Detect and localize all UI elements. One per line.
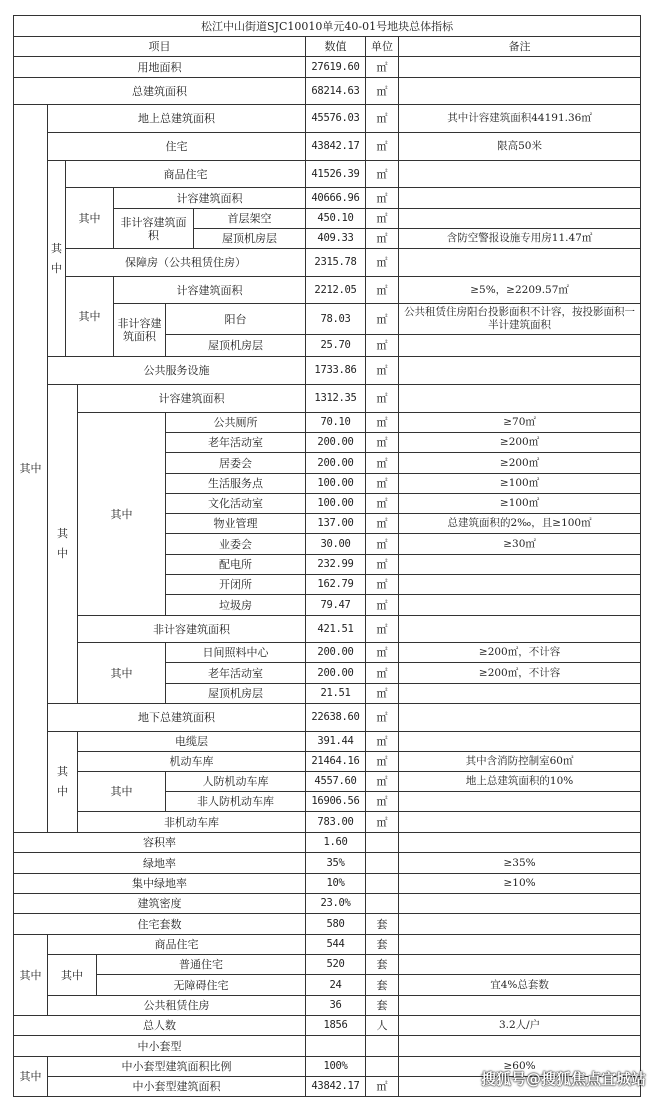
item-note (399, 704, 641, 732)
item-label: 电缆层 (78, 732, 306, 752)
table-row (14, 955, 641, 975)
table-row (14, 996, 641, 1016)
item-label: 公共租赁住房 (48, 996, 306, 1016)
item-unit: ㎡ (366, 616, 399, 643)
group-label-of-which: 其中 (78, 772, 166, 812)
item-label: 商品住宅 (48, 935, 306, 955)
item-note (399, 1036, 641, 1057)
item-note: 公共租赁住房阳台投影面积不计容，按投影面积一半计建筑面积 (399, 304, 641, 335)
header-note: 备注 (399, 37, 641, 57)
item-value: 1856 (306, 1016, 366, 1036)
item-label: 集中绿地率 (14, 874, 306, 894)
item-label: 老年活动室 (166, 663, 306, 684)
item-label: 普通住宅 (97, 955, 306, 975)
item-value: 41526.39 (306, 161, 366, 188)
item-label: 公共服务设施 (48, 357, 306, 385)
item-unit: ㎡ (366, 78, 399, 105)
item-note (399, 894, 641, 914)
item-unit: ㎡ (366, 704, 399, 732)
item-value: 36 (306, 996, 366, 1016)
item-value: 450.10 (306, 209, 366, 229)
item-label: 住宅套数 (14, 914, 306, 935)
item-label: 屋顶机房层 (194, 229, 306, 249)
item-unit: ㎡ (366, 494, 399, 514)
item-label: 非机动车库 (78, 812, 306, 833)
item-note: ≥60% (399, 1057, 641, 1077)
header-row (14, 37, 641, 57)
item-unit: 人 (366, 1016, 399, 1036)
item-label: 地上总建筑面积 (48, 105, 306, 133)
item-label: 开闭所 (166, 575, 306, 595)
item-unit: ㎡ (366, 514, 399, 534)
item-label: 生活服务点 (166, 474, 306, 494)
item-note (399, 209, 641, 229)
item-note (399, 575, 641, 595)
item-label: 中小套型建筑面积 (48, 1077, 306, 1097)
item-label: 非计容建筑面积 (78, 616, 306, 643)
item-label: 保障房（公共租赁住房） (66, 249, 306, 277)
item-label: 建筑密度 (14, 894, 306, 914)
table-row (14, 732, 641, 752)
item-label: 垃圾房 (166, 595, 306, 616)
table-row (14, 78, 641, 105)
item-note: ≥200㎡ (399, 433, 641, 453)
item-note: 地上总建筑面积的10% (399, 772, 641, 792)
item-note: ≥200㎡，不计容 (399, 643, 641, 663)
item-unit: ㎡ (366, 555, 399, 575)
item-value: 21464.16 (306, 752, 366, 772)
table-row (14, 894, 641, 914)
table-row (14, 413, 641, 433)
item-note (399, 188, 641, 209)
table-row (14, 105, 641, 133)
item-value: 4557.60 (306, 772, 366, 792)
item-value: 200.00 (306, 453, 366, 474)
item-unit (366, 853, 399, 874)
group-label-of-which: 其中 (78, 413, 166, 616)
table-row (14, 57, 641, 78)
item-label: 人防机动车库 (166, 772, 306, 792)
item-unit: 套 (366, 996, 399, 1016)
item-unit: ㎡ (366, 209, 399, 229)
item-label: 日间照料中心 (166, 643, 306, 663)
item-value: 2212.05 (306, 277, 366, 304)
item-unit: ㎡ (366, 772, 399, 792)
item-unit: ㎡ (366, 335, 399, 357)
item-value: 232.99 (306, 555, 366, 575)
item-value: 421.51 (306, 616, 366, 643)
item-unit: ㎡ (366, 575, 399, 595)
table-row (14, 161, 641, 188)
item-label: 公共厕所 (166, 413, 306, 433)
item-unit: ㎡ (366, 534, 399, 555)
item-unit: 套 (366, 955, 399, 975)
watermark: 搜狐号@搜狐焦点宜城站 (480, 1070, 646, 1088)
item-note (399, 78, 641, 105)
item-value: 68214.63 (306, 78, 366, 105)
item-label: 老年活动室 (166, 433, 306, 453)
item-note (399, 812, 641, 833)
item-label: 物业管理 (166, 514, 306, 534)
table-row (14, 975, 641, 996)
item-value: 35% (306, 853, 366, 874)
item-label: 计容建筑面积 (78, 385, 306, 413)
item-label: 业委会 (166, 534, 306, 555)
item-note (399, 914, 641, 935)
item-value: 45576.03 (306, 105, 366, 133)
table-row (14, 1016, 641, 1036)
item-unit: ㎡ (366, 229, 399, 249)
item-label: 首层架空 (194, 209, 306, 229)
item-value: 783.00 (306, 812, 366, 833)
item-note: ≥100㎡ (399, 474, 641, 494)
item-value: 544 (306, 935, 366, 955)
item-label: 配电所 (166, 555, 306, 575)
table-row (14, 935, 641, 955)
item-unit: ㎡ (366, 643, 399, 663)
item-note: ≥35% (399, 853, 641, 874)
item-note: ≥200㎡，不计容 (399, 663, 641, 684)
item-note (399, 595, 641, 616)
item-unit (366, 833, 399, 853)
item-unit: ㎡ (366, 161, 399, 188)
item-unit (366, 874, 399, 894)
item-value: 43842.17 (306, 1077, 366, 1097)
item-label: 居委会 (166, 453, 306, 474)
item-unit: ㎡ (366, 413, 399, 433)
item-note (399, 357, 641, 385)
item-unit: ㎡ (366, 732, 399, 752)
item-note: ≥100㎡ (399, 494, 641, 514)
item-label: 屋顶机房层 (166, 335, 306, 357)
item-value: 162.79 (306, 575, 366, 595)
item-value: 100% (306, 1057, 366, 1077)
item-note: 其中计容建筑面积44191.36㎡ (399, 105, 641, 133)
item-unit (366, 1057, 399, 1077)
item-label: 中小套型建筑面积比例 (48, 1057, 306, 1077)
item-label: 住宅 (48, 133, 306, 161)
item-note: ≥70㎡ (399, 413, 641, 433)
group-label-non-far-area: 非计容建筑面积 (114, 304, 166, 357)
item-value: 23.0% (306, 894, 366, 914)
item-label: 总人数 (14, 1016, 306, 1036)
item-unit: ㎡ (366, 684, 399, 704)
item-unit: ㎡ (366, 105, 399, 133)
item-unit: 套 (366, 975, 399, 996)
item-unit: ㎡ (366, 752, 399, 772)
item-value: 1733.86 (306, 357, 366, 385)
item-label: 中小套型 (14, 1036, 306, 1057)
item-label: 无障碍住宅 (97, 975, 306, 996)
item-unit: ㎡ (366, 249, 399, 277)
item-unit: ㎡ (366, 792, 399, 812)
item-label: 商品住宅 (66, 161, 306, 188)
item-unit: ㎡ (366, 357, 399, 385)
item-value: 100.00 (306, 494, 366, 514)
item-note (399, 935, 641, 955)
group-label-text: 其中 (51, 241, 62, 275)
table-row (14, 643, 641, 663)
item-note: 宜4%总套数 (399, 975, 641, 996)
table-row (14, 1036, 641, 1057)
item-note: ≥30㎡ (399, 534, 641, 555)
item-note (399, 161, 641, 188)
item-note: 其中含消防控制室60㎡ (399, 752, 641, 772)
group-label-text: 其中 (57, 527, 68, 560)
group-label-of-which: 其中 (48, 955, 97, 996)
indicator-table (13, 15, 641, 1097)
table-row (14, 853, 641, 874)
item-value: 79.47 (306, 595, 366, 616)
item-label: 计容建筑面积 (114, 277, 306, 304)
item-note (399, 955, 641, 975)
table-row (14, 357, 641, 385)
item-label: 非人防机动车库 (166, 792, 306, 812)
item-value: 10% (306, 874, 366, 894)
group-label-of-which: 其中 (14, 1057, 48, 1097)
item-value: 27619.60 (306, 57, 366, 78)
item-note (399, 732, 641, 752)
item-unit: 套 (366, 914, 399, 935)
group-label-of-which (48, 161, 66, 357)
table-row (14, 752, 641, 772)
item-value: 100.00 (306, 474, 366, 494)
item-label: 计容建筑面积 (114, 188, 306, 209)
item-value: 580 (306, 914, 366, 935)
table-row (14, 833, 641, 853)
group-label-of-which: 其中 (66, 188, 114, 249)
table-row (14, 188, 641, 209)
item-value: 1312.35 (306, 385, 366, 413)
item-unit: ㎡ (366, 812, 399, 833)
item-value: 200.00 (306, 643, 366, 663)
header-value: 数值 (306, 37, 366, 57)
item-value: 22638.60 (306, 704, 366, 732)
item-unit: ㎡ (366, 385, 399, 413)
item-note (399, 792, 641, 812)
item-unit: ㎡ (366, 1077, 399, 1097)
item-unit: 套 (366, 935, 399, 955)
group-label-of-which: 其中 (78, 643, 166, 704)
item-unit: ㎡ (366, 474, 399, 494)
item-unit: ㎡ (366, 57, 399, 78)
item-note (399, 335, 641, 357)
table-row (14, 249, 641, 277)
item-value: 409.33 (306, 229, 366, 249)
item-note (399, 57, 641, 78)
item-unit: ㎡ (366, 304, 399, 335)
table-title: 松江中山街道SJC10010单元40-01号地块总体指标 (14, 16, 641, 37)
item-unit: ㎡ (366, 133, 399, 161)
header-unit: 单位 (366, 37, 399, 57)
table-row (14, 616, 641, 643)
table-row (14, 704, 641, 732)
item-value: 24 (306, 975, 366, 996)
group-label-of-which (48, 732, 78, 833)
item-value: 2315.78 (306, 249, 366, 277)
group-label-of-which: 其中 (14, 935, 48, 1016)
group-label-of-which (48, 385, 78, 704)
item-value: 16906.56 (306, 792, 366, 812)
item-value: 25.70 (306, 335, 366, 357)
item-value: 137.00 (306, 514, 366, 534)
item-value: 200.00 (306, 433, 366, 453)
item-note (399, 684, 641, 704)
table-row (14, 812, 641, 833)
item-value: 30.00 (306, 534, 366, 555)
item-note (399, 833, 641, 853)
table-row (14, 772, 641, 792)
item-note (399, 996, 641, 1016)
item-note (399, 555, 641, 575)
item-unit: ㎡ (366, 433, 399, 453)
item-unit: ㎡ (366, 663, 399, 684)
item-label: 地下总建筑面积 (48, 704, 306, 732)
item-note: 总建筑面积的2‰，且≥100㎡ (399, 514, 641, 534)
item-value: 40666.96 (306, 188, 366, 209)
header-item: 项目 (14, 37, 306, 57)
item-value: 43842.17 (306, 133, 366, 161)
item-note: ≥10% (399, 874, 641, 894)
item-unit (366, 1036, 399, 1057)
item-label: 机动车库 (78, 752, 306, 772)
table-row (14, 914, 641, 935)
item-note (399, 249, 641, 277)
table-row (14, 385, 641, 413)
group-label-of-which: 其中 (14, 105, 48, 833)
group-label-text: 其中 (57, 765, 68, 798)
item-label: 总建筑面积 (14, 78, 306, 105)
table-row (14, 133, 641, 161)
item-value: 78.03 (306, 304, 366, 335)
item-value: 70.10 (306, 413, 366, 433)
item-label: 文化活动室 (166, 494, 306, 514)
item-label: 用地面积 (14, 57, 306, 78)
item-note: ≥200㎡ (399, 453, 641, 474)
item-unit: ㎡ (366, 595, 399, 616)
item-label: 容积率 (14, 833, 306, 853)
group-label-of-which: 其中 (66, 277, 114, 357)
item-label: 绿地率 (14, 853, 306, 874)
item-unit: ㎡ (366, 277, 399, 304)
item-label: 屋顶机房层 (166, 684, 306, 704)
item-note: 限高50米 (399, 133, 641, 161)
table-row (14, 874, 641, 894)
item-note (399, 616, 641, 643)
table-row (14, 277, 641, 304)
item-note: 含防空警报设施专用房11.47㎡ (399, 229, 641, 249)
item-unit: ㎡ (366, 453, 399, 474)
item-note: 3.2人/户 (399, 1016, 641, 1036)
group-label-non-far-area: 非计容建筑面积 (114, 209, 194, 249)
item-value: 391.44 (306, 732, 366, 752)
item-value (306, 1036, 366, 1057)
item-value: 520 (306, 955, 366, 975)
item-unit: ㎡ (366, 188, 399, 209)
item-label: 阳台 (166, 304, 306, 335)
item-value: 1.60 (306, 833, 366, 853)
item-note: ≥5%，≥2209.57㎡ (399, 277, 641, 304)
item-value: 21.51 (306, 684, 366, 704)
item-value: 200.00 (306, 663, 366, 684)
item-note (399, 385, 641, 413)
item-unit (366, 894, 399, 914)
